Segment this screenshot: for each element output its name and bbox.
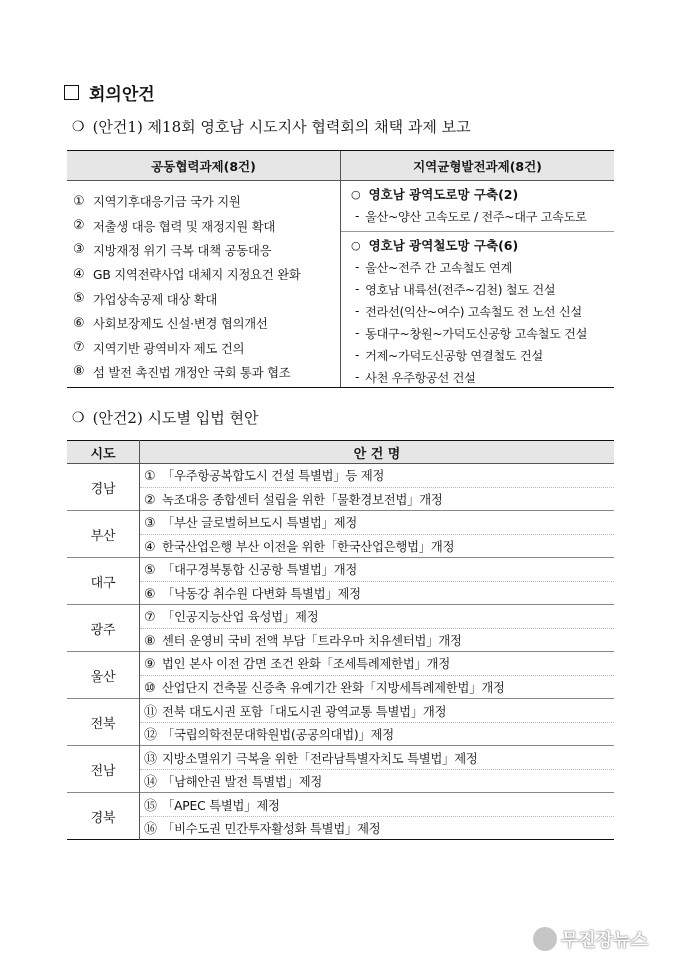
item-cell: ⑯ 「비수도권 민간투자활성화 특별법」제정 — [140, 816, 615, 840]
table-row — [67, 675, 614, 699]
agenda1-title-text: (안건1) 제18회 영호남 시도지사 협력회의 채택 과제 보고 — [92, 118, 471, 136]
watermark — [533, 923, 673, 955]
list-item: - 거제~가덕도신공항 연결철도 건설 — [355, 348, 543, 363]
item-cell: ⑭ 「남해안권 발전 특별법」제정 — [140, 769, 615, 793]
joint-task-list — [73, 189, 338, 384]
list-item: ⑦ 지역기반 광역비자 제도 건의 — [73, 340, 245, 356]
table-row — [67, 511, 614, 535]
agenda2-title-text: (안건2) 시도별 입법 현안 — [92, 409, 259, 427]
list-item: - 영호남 내륙선(전주~김천) 철도 건설 — [355, 282, 556, 297]
region-cell: 경남 — [67, 464, 140, 511]
table-row — [67, 699, 614, 723]
balanced-development-list — [341, 181, 614, 388]
checkbox-square-icon — [64, 85, 79, 100]
region-column-header: 시도 — [67, 441, 140, 464]
item-cell: ③ 「부산 글로벌허브도시 특별법」제정 — [140, 511, 615, 535]
agenda1-title — [72, 116, 471, 137]
region-cell: 전북 — [67, 699, 140, 746]
item-cell: ⑩ 산업단지 건축물 신증축 유예기간 완화「지방세특례제한법」개정 — [140, 675, 615, 699]
agenda2-title — [72, 407, 259, 428]
table-row — [67, 605, 614, 629]
group-title-rail: ○ 영호남 광역철도망 구축(6) — [351, 238, 519, 253]
list-item: - 울산~양산 고속도로 / 전주~대구 고속도로 — [355, 209, 587, 224]
item-cell: ⑪ 전북 대도시권 포함「대도시권 광역교통 특별법」개정 — [140, 699, 615, 723]
list-item: ④ GB 지역전략사업 대체지 지정요건 완화 — [73, 266, 301, 283]
right-column-header: 지역균형발전과제(8건) — [340, 151, 614, 181]
region-cell: 전남 — [67, 746, 140, 793]
table-row — [67, 652, 614, 676]
section-heading — [64, 80, 155, 105]
left-column-header: 공동협력과제(8건) — [67, 151, 340, 181]
list-item: ⑧ 섬 발전 촉진법 개정안 국회 통과 협조 — [73, 364, 291, 380]
item-cell: ⑤ 「대구경북통합 신공항 특별법」개정 — [140, 558, 615, 582]
region-cell: 경북 — [67, 793, 140, 840]
list-item: ① 지역기후대응기금 국가 지원 — [73, 193, 241, 210]
list-item: - 전라선(익산~여수) 고속철도 전 노선 신설 — [355, 304, 582, 319]
watermark-logo-icon — [533, 927, 557, 951]
item-cell: ② 녹조대응 종합센터 설립을 위한「물환경보전법」개정 — [140, 487, 615, 511]
list-item: - 울산~전주 간 고속철도 연계 — [355, 260, 512, 275]
table-row — [67, 769, 614, 793]
table-row — [67, 628, 614, 652]
item-column-header: 안 건 명 — [140, 441, 615, 464]
region-cell: 대구 — [67, 558, 140, 605]
region-cell: 부산 — [67, 511, 140, 558]
region-cell: 울산 — [67, 652, 140, 699]
group-title-road: ○ 영호남 광역도로망 구축(2) — [351, 187, 519, 202]
table-row — [67, 816, 614, 840]
item-cell: ⑦ 「인공지능산업 육성법」제정 — [140, 605, 615, 629]
list-item: ⑤ 가업상속공제 대상 확대 — [73, 291, 218, 307]
list-item: - 동대구~창원~가덕도신공항 고속철도 건설 — [355, 326, 588, 341]
list-item: ⑥ 사회보장제도 신설·변경 협의개선 — [73, 315, 268, 332]
list-item: ③ 지방재정 위기 극복 대책 공동대응 — [73, 242, 272, 258]
table-row — [67, 464, 614, 488]
table-row — [67, 793, 614, 817]
table-row — [67, 558, 614, 582]
item-cell: ⑮ 「APEC 특별법」제정 — [140, 793, 615, 817]
item-cell: ① 「우주항공복합도시 건설 특별법」등 제정 — [140, 464, 615, 488]
region-cell: 광주 — [67, 605, 140, 652]
item-cell: ⑥ 「낙동강 취수원 다변화 특별법」제정 — [140, 581, 615, 605]
table-row — [67, 722, 614, 746]
item-cell: ⑫ 「국립의학전문대학원법(공공의대법)」제정 — [140, 722, 615, 746]
table-row — [67, 581, 614, 605]
circle-bullet-icon: ❍ — [72, 409, 85, 426]
table-row — [67, 746, 614, 770]
agenda2-table — [67, 440, 614, 840]
item-cell: ⑧ 센터 운영비 국비 전액 부담「트라우마 치유센터법」개정 — [140, 628, 615, 652]
item-cell: ⑬ 지방소멸위기 극복을 위한「전라남특별자치도 특별법」제정 — [140, 746, 615, 770]
item-cell: ④ 한국산업은행 부산 이전을 위한「한국산업은행법」개정 — [140, 534, 615, 558]
table-row — [67, 534, 614, 558]
item-cell: ⑨ 법인 본사 이전 감면 조건 완화「조세특례제한법」개정 — [140, 652, 615, 676]
list-item: ② 저출생 대응 협력 및 재정지원 확대 — [73, 218, 276, 234]
section-heading-text: 회의안건 — [89, 85, 155, 105]
agenda1-table — [67, 150, 614, 388]
table-row — [67, 487, 614, 511]
watermark-text: 무진장뉴스 — [561, 930, 648, 951]
circle-bullet-icon: ❍ — [72, 118, 85, 135]
list-item: - 사천 우주항공선 건설 — [355, 370, 476, 385]
